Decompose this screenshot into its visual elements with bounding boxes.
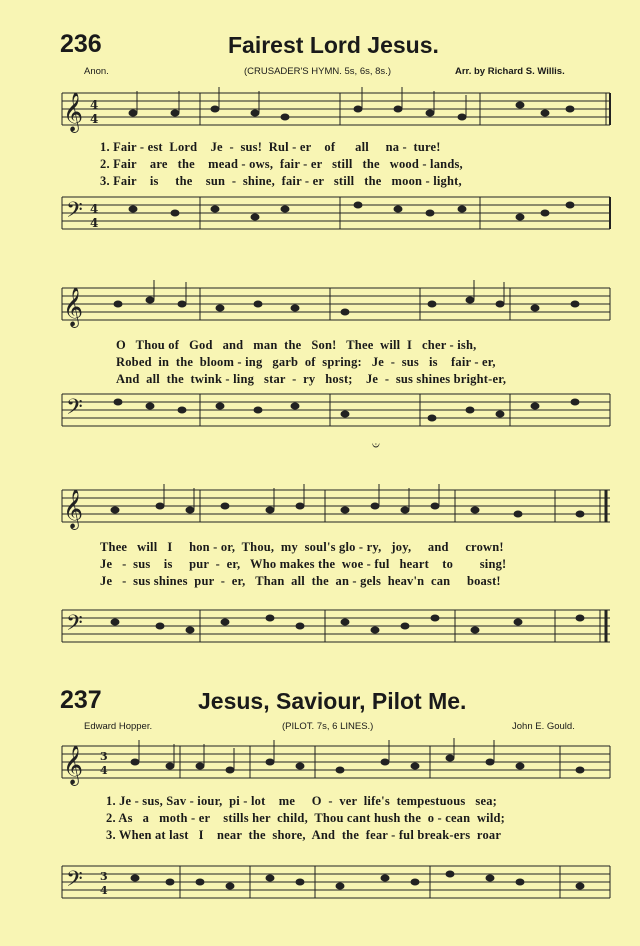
svg-text:4: 4 (90, 216, 99, 230)
music-staff-system-1-treble (0, 85, 640, 145)
svg-text:3: 3 (100, 870, 108, 883)
treble-clef-icon: 𝄞 (63, 287, 84, 327)
lyric-line: 1. Je - sus, Sav - iour, pi - lot me O - ver life's tempestuous sea; (106, 794, 498, 808)
tune-name: (CRUSADER'S HYMN. 5s, 6s, 8s.) (244, 66, 391, 77)
author: Anon. (84, 66, 109, 77)
music-staff-system-2-treble (0, 280, 640, 340)
svg-text:4: 4 (90, 112, 99, 126)
fermata-icon: 𝄑 (372, 437, 380, 452)
lyric-line: Je - sus is pur - er, Who makes the woe - ful heart to sing! (100, 557, 507, 571)
arranger: Arr. by Richard S. Willis. (455, 66, 565, 77)
music-staff-system-3-treble (0, 482, 640, 542)
treble-clef-icon: 𝄞 (63, 92, 84, 132)
lyric-line: Robed in the bloom - ing garb of spring: Je - sus is fair - er, (116, 355, 496, 369)
svg-text:3: 3 (100, 750, 108, 763)
lyric-line: And all the twink - ling star - ry host; Je - sus shines bright-er, (116, 372, 507, 386)
hymn-title: Fairest Lord Jesus. (228, 32, 439, 58)
svg-text:4: 4 (90, 202, 99, 216)
author: Edward Hopper. (84, 721, 153, 732)
composer: John E. Gould. (512, 721, 575, 732)
lyric-line: 3. Fair is the sun - shine, fair - er still the moon - light, (100, 174, 462, 188)
svg-text:4: 4 (100, 764, 108, 777)
hymn-title: Jesus, Saviour, Pilot Me. (198, 688, 467, 714)
tune-name: (PILOT. 7s, 6 LINES.) (282, 721, 374, 732)
lyric-line: Je - sus shines pur - er, Than all the an - gels heav'n can boast! (100, 574, 501, 588)
treble-clef-icon: 𝄞 (63, 745, 84, 785)
lyric-line: 3. When at last I near the shore, And the fear - ful break-ers roar (106, 828, 502, 842)
music-staff-system-1-bass (0, 195, 640, 245)
music-staff-system-3-bass (0, 602, 640, 662)
music-staff-237-treble (0, 738, 640, 798)
bass-clef-icon: 𝄢 (66, 611, 83, 641)
hymn-number: 236 (60, 30, 102, 58)
music-staff-237-bass (0, 858, 640, 918)
bass-clef-icon: 𝄢 (66, 867, 83, 897)
bass-clef-icon: 𝄢 (66, 198, 83, 228)
lyric-line: Thee will I hon - or, Thou, my soul's glo - ry, joy, and crown! (100, 540, 504, 554)
treble-clef-icon: 𝄞 (63, 489, 84, 529)
svg-text:4: 4 (100, 884, 108, 897)
bass-clef-icon: 𝄢 (66, 395, 83, 425)
lyric-line: O Thou of God and man the Son! Thee will I cher - ish, (116, 338, 477, 352)
lyric-line: 1. Fair - est Lord Je - sus! Rul - er of all na - ture! (100, 140, 441, 154)
svg-text:4: 4 (90, 98, 99, 112)
hymn-number: 237 (60, 686, 102, 714)
music-staff-system-2-bass (0, 392, 640, 452)
lyric-line: 2. Fair are the mead - ows, fair - er still the wood - lands, (100, 157, 463, 171)
lyric-line: 2. As a moth - er stills her child, Thou cant hush the o - cean wild; (106, 811, 506, 825)
